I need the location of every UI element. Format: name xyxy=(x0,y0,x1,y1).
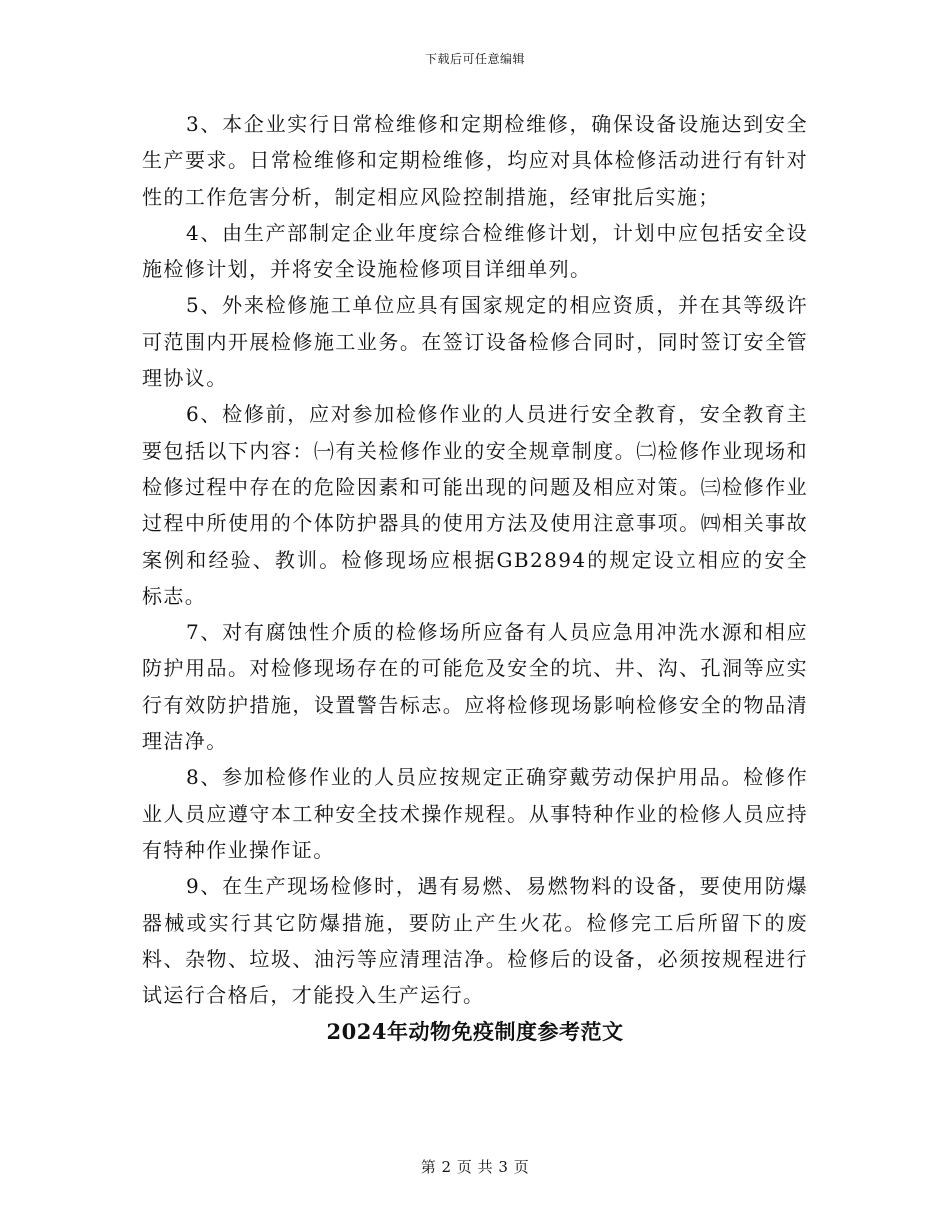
paragraph-7: 7、对有腐蚀性介质的检修场所应备有人员应急用冲洗水源和相应防护用品。对检修现场存在的可能危及安全的坑、井、沟、孔洞等应实行有效防护措施，设置警告标志。应将检修现场影响检修安全的物品清理洁净。 xyxy=(142,620,808,754)
header-note: 下载后可任意编辑 xyxy=(424,52,525,66)
paragraph-3: 3、本企业实行日常检维修和定期检维修，确保设备设施达到安全生产要求。日常检维修和定期检维修，均应对具体检修活动进行有针对性的工作危害分析，制定相应风险控制措施，经审批后实施； xyxy=(142,112,808,209)
paragraph-8: 8、参加检修作业的人员应按规定正确穿戴劳动保护用品。检修作业人员应遵守本工种安全技术操作规程。从事特种作业的检修人员应持有特种作业操作证。 xyxy=(142,765,808,862)
document-body xyxy=(142,106,808,1049)
paragraph-4: 4、由生产部制定企业年度综合检维修计划，计划中应包括安全设施检修计划，并将安全设施检修项目详细单列。 xyxy=(142,220,808,282)
paragraph-9: 9、在生产现场检修时，遇有易燃、易燃物料的设备，要使用防爆器械或实行其它防爆措施，要防止产生火花。检修完工后所留下的废料、杂物、垃圾、油污等应清理洁净。检修后的设备，必须按规程进行试运行合格后，才能投入生产运行。 xyxy=(142,874,808,1008)
page-number: 第 2 页 共 3 页 xyxy=(420,1158,530,1176)
paragraph-6: 6、检修前，应对参加检修作业的人员进行安全教育，安全教育主要包括以下内容：㈠有关检修作业的安全规章制度。㈡检修作业现场和检修过程中存在的危险因素和可能出现的问题及相应对策。㈢检修作业过程中所使用的个体防护器具的使用方法及使用注意事项。㈣相关事故案例和经验、教训。检修现场应根据GB2894的规定设立相应的安全标志。 xyxy=(142,402,808,608)
paragraph-5: 5、外来检修施工单位应具有国家规定的相应资质，并在其等级许可范围内开展检修施工业务。在签订设备检修合同时，同时签订安全管理协议。 xyxy=(142,293,808,391)
section-title: 2024年动物免疫制度参考范文 xyxy=(326,1019,624,1045)
